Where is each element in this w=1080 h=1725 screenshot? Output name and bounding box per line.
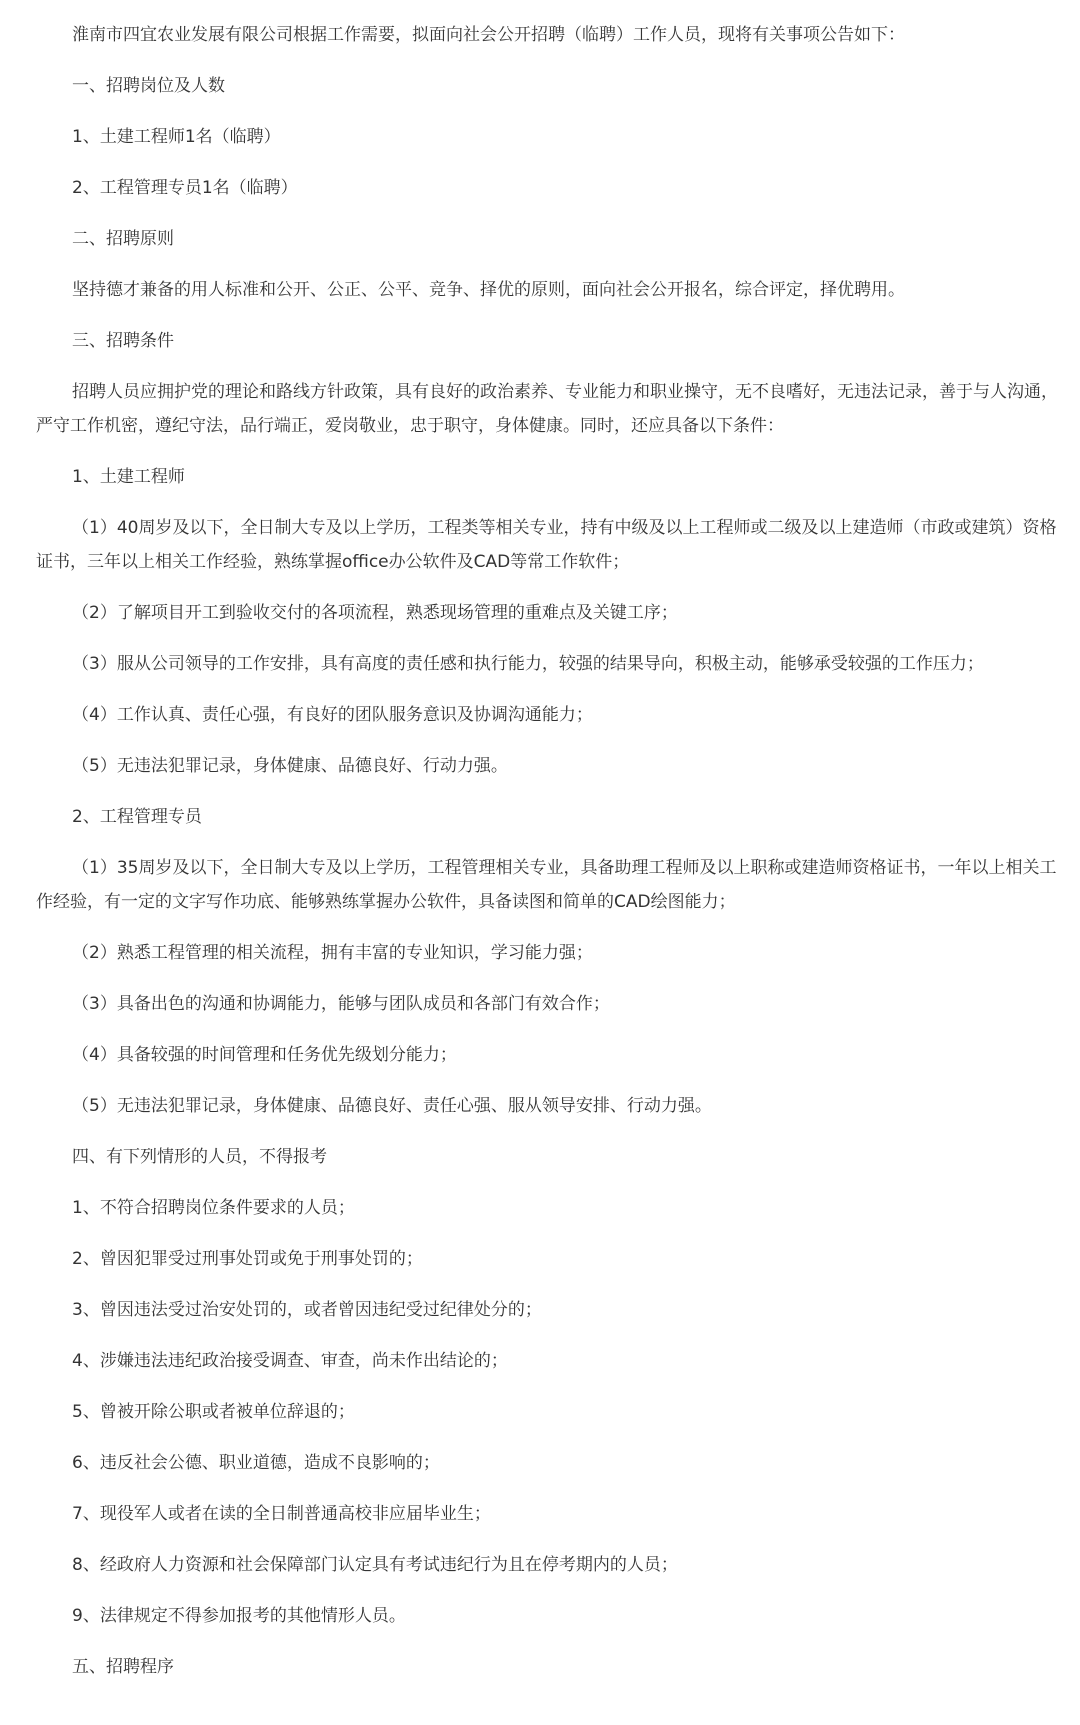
requirement-item: （5）无违法犯罪记录，身体健康、品德良好、责任心强、服从领导安排、行动力强。: [72, 1096, 712, 1116]
requirement-item: （4）具备较强的时间管理和任务优先级划分能力；: [72, 1045, 457, 1065]
requirement-item: （1）35周岁及以下，全日制大专及以上学历，工程管理相关专业，具备助理工程师及以上职称或建造师资格证书，一年以上相关工作经验，有一定的文字写作功底、能够熟练掌握办公软件，具备读图和简单的CAD绘图能力；: [36, 858, 1057, 912]
exclusion-item: 8、经政府人力资源和社会保障部门认定具有考试违纪行为且在停考期内的人员；: [72, 1555, 678, 1575]
principles-paragraph: 坚持德才兼备的用人标准和公开、公正、公平、竞争、择优的原则，面向社会公开报名，综合评定，择优聘用。: [72, 280, 905, 300]
exclusion-item: 6、违反社会公德、职业道德，造成不良影响的；: [72, 1453, 440, 1473]
exclusion-item: 5、曾被开除公职或者被单位辞退的；: [72, 1402, 355, 1422]
intro-paragraph: 淮南市四宜农业发展有限公司根据工作需要，拟面向社会公开招聘（临聘）工作人员，现将有关事项公告如下：: [72, 25, 905, 45]
requirement-item: （3）服从公司领导的工作安排，具有高度的责任感和执行能力，较强的结果导向，积极主动，能够承受较强的工作压力；: [72, 654, 984, 674]
subsection-heading-civil-engineer: 1、土建工程师: [72, 467, 185, 487]
position-item: 1、土建工程师1名（临聘）: [72, 127, 281, 147]
position-item: 2、工程管理专员1名（临聘）: [72, 178, 298, 198]
section-heading-procedure: 五、招聘程序: [72, 1657, 174, 1677]
exclusion-item: 7、现役军人或者在读的全日制普通高校非应届毕业生；: [72, 1504, 491, 1524]
exclusion-item: 2、曾因犯罪受过刑事处罚或免于刑事处罚的；: [72, 1249, 423, 1269]
exclusion-item: 3、曾因违法受过治安处罚的，或者曾因违纪受过纪律处分的；: [72, 1300, 542, 1320]
subsection-heading-project-specialist: 2、工程管理专员: [72, 807, 202, 827]
exclusion-item: 4、涉嫌违法违纪政治接受调查、审查，尚未作出结论的；: [72, 1351, 508, 1371]
section-heading-conditions: 三、招聘条件: [72, 331, 174, 351]
exclusion-item: 9、法律规定不得参加报考的其他情形人员。: [72, 1606, 406, 1626]
requirement-item: （2）了解项目开工到验收交付的各项流程，熟悉现场管理的重难点及关键工序；: [72, 603, 678, 623]
section-heading-exclusions: 四、有下列情形的人员，不得报考: [72, 1147, 327, 1167]
requirement-item: （2）熟悉工程管理的相关流程，拥有丰富的专业知识，学习能力强；: [72, 943, 593, 963]
section-heading-principles: 二、招聘原则: [72, 229, 174, 249]
requirement-item: （5）无违法犯罪记录，身体健康、品德良好、行动力强。: [72, 756, 508, 776]
requirement-item: （3）具备出色的沟通和协调能力，能够与团队成员和各部门有效合作；: [72, 994, 610, 1014]
section-heading-positions: 一、招聘岗位及人数: [72, 76, 225, 96]
requirement-item: （1）40周岁及以下，全日制大专及以上学历，工程类等相关专业，持有中级及以上工程师或二级及以上建造师（市政或建筑）资格证书，三年以上相关工作经验，熟练掌握office办公软件及CAD等常工作软件；: [36, 518, 1057, 572]
exclusion-item: 1、不符合招聘岗位条件要求的人员；: [72, 1198, 355, 1218]
requirement-item: （4）工作认真、责任心强，有良好的团队服务意识及协调沟通能力；: [72, 705, 593, 725]
conditions-paragraph: 招聘人员应拥护党的理论和路线方针政策，具有良好的政治素养、专业能力和职业操守，无不良嗜好，无违法记录，善于与人沟通，严守工作机密，遵纪守法，品行端正，爱岗敬业，忠于职守，身体健康。同时，还应具备以下条件：: [36, 382, 1058, 436]
